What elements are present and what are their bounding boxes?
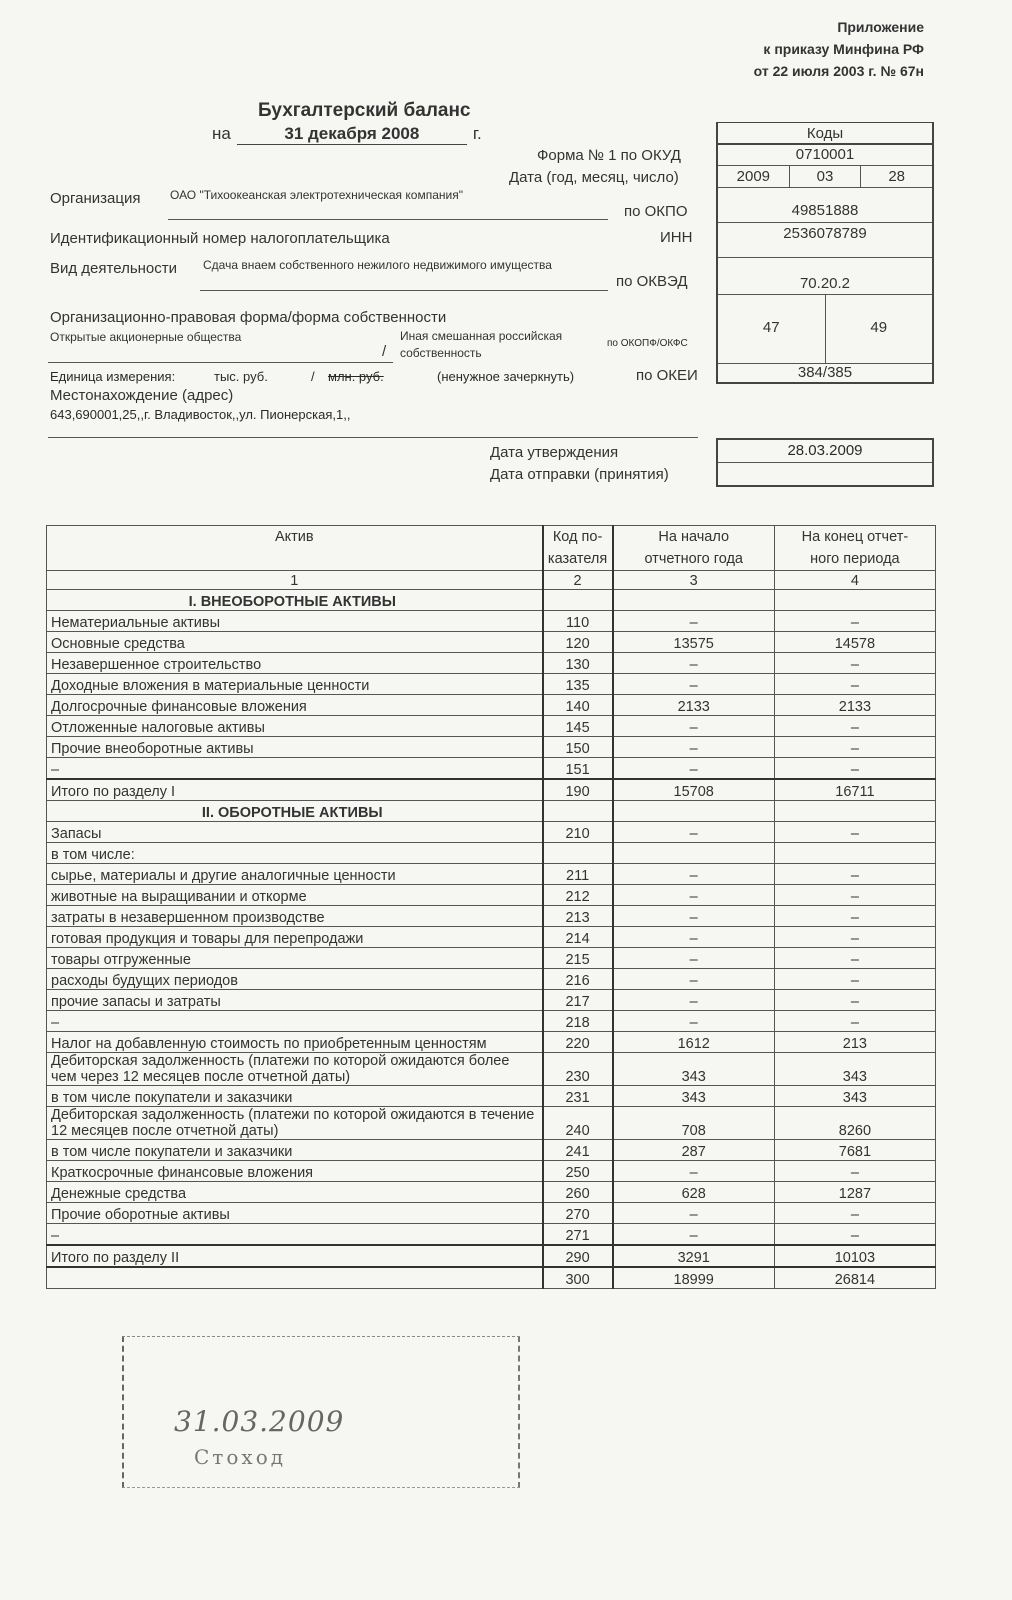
table-header-row (47, 526, 936, 571)
row-code: 216 (543, 969, 613, 990)
row-name: – (47, 758, 543, 780)
okopf-code: 47 (762, 319, 780, 336)
row-start-value: – (613, 653, 775, 674)
table-row (47, 1107, 936, 1140)
okei-code: 384/385 (797, 364, 853, 381)
unit-value: тыс. руб. (214, 369, 268, 384)
annex-line-3: от 22 июля 2003 г. № 67н (753, 63, 924, 79)
column-number: 3 (613, 571, 775, 590)
unit-alt-struck: млн. руб. (328, 369, 384, 384)
row-name: в том числе покупатели и заказчики (47, 1140, 543, 1161)
sending-date-value (718, 462, 932, 485)
row-code: 300 (543, 1267, 613, 1289)
row-end-value: 343 (774, 1053, 935, 1086)
row-code: 241 (543, 1140, 613, 1161)
row-end-value: – (774, 758, 935, 780)
header-end-line2: ного периода (810, 551, 900, 567)
row-end-value: – (774, 1203, 935, 1224)
row-name: Итого по разделу II (47, 1245, 543, 1267)
annex-line-2: к приказу Минфина РФ (763, 41, 924, 57)
code-day: 28 (860, 166, 932, 187)
row-code: 270 (543, 1203, 613, 1224)
report-date: 31 декабря 2008 (237, 124, 467, 145)
header-start (613, 526, 775, 571)
row-name: животные на выращивании и откорме (47, 885, 543, 906)
ownership-value-line2: собственность (400, 346, 482, 360)
row-end-value: 16711 (774, 779, 935, 801)
row-end-value: 1287 (774, 1182, 935, 1203)
row-start-value: 1612 (613, 1032, 775, 1053)
row-name: товары отгруженные (47, 948, 543, 969)
row-name: в том числе: (47, 843, 543, 864)
column-number-row (47, 571, 936, 590)
row-end-value: – (774, 822, 935, 843)
okpo-label: по ОКПО (624, 203, 688, 220)
row-end-value: – (774, 1224, 935, 1246)
row-end-value: – (774, 653, 935, 674)
row-start-value: – (613, 927, 775, 948)
row-start-value: – (613, 822, 775, 843)
okei-label: по ОКЕИ (636, 367, 698, 384)
row-end-value (774, 843, 935, 864)
table-row (47, 1032, 936, 1053)
row-start-value: 343 (613, 1086, 775, 1107)
row-code: 130 (543, 653, 613, 674)
header-asset: Актив (47, 526, 543, 571)
table-row (47, 1140, 936, 1161)
table-row (47, 1086, 936, 1107)
column-number: 1 (47, 571, 543, 590)
row-end-value: – (774, 1011, 935, 1032)
row-end-value (774, 801, 935, 822)
row-start-value: 628 (613, 1182, 775, 1203)
row-code: 220 (543, 1032, 613, 1053)
address-value: 643,690001,25,,г. Владивосток,,ул. Пионерская,1,, (50, 407, 351, 422)
row-name: готовая продукция и товары для перепродажи (47, 927, 543, 948)
row-start-value (613, 590, 775, 611)
row-end-value: 26814 (774, 1267, 935, 1289)
sending-date-label: Дата отправки (принятия) (490, 466, 669, 483)
row-start-value (613, 801, 775, 822)
inn-code: 2536078789 (783, 225, 867, 242)
row-end-value (774, 590, 935, 611)
table-row (47, 843, 936, 864)
codes-box (716, 122, 934, 384)
row-name: Нематериальные активы (47, 611, 543, 632)
row-name: Дебиторская задолженность (платежи по которой ожидаются в течение 12 месяцев после отчетной даты) (47, 1107, 543, 1140)
row-code (543, 843, 613, 864)
header-start-line2: отчетного года (644, 551, 743, 567)
ownership-slash: / (382, 343, 387, 360)
ownership-value-line1: Иная смешанная российская (400, 329, 563, 343)
row-end-value: – (774, 948, 935, 969)
row-end-value: – (774, 885, 935, 906)
row-start-value: – (613, 716, 775, 737)
address-label: Местонахождение (адрес) (50, 387, 234, 404)
row-end-value: 10103 (774, 1245, 935, 1267)
row-start-value: 343 (613, 1053, 775, 1086)
row-end-value: 8260 (774, 1107, 935, 1140)
row-code: 213 (543, 906, 613, 927)
okved-label: по ОКВЭД (616, 273, 688, 290)
row-code: 230 (543, 1053, 613, 1086)
unit-slash: / (311, 369, 315, 384)
row-name: Доходные вложения в материальные ценности (47, 674, 543, 695)
row-end-value: – (774, 611, 935, 632)
table-row (47, 969, 936, 990)
row-name: прочие запасы и затраты (47, 990, 543, 1011)
stamp-signature: Стоход (194, 1445, 287, 1469)
row-code: 145 (543, 716, 613, 737)
row-start-value: – (613, 906, 775, 927)
code-year: 2009 (736, 168, 771, 185)
row-start-value: – (613, 864, 775, 885)
row-code: 260 (543, 1182, 613, 1203)
table-row (47, 758, 936, 780)
row-end-value: 213 (774, 1032, 935, 1053)
row-code: 212 (543, 885, 613, 906)
approval-stamp (122, 1336, 520, 1488)
row-code: 140 (543, 695, 613, 716)
date-suffix: г. (472, 124, 482, 143)
okud-label: Форма № 1 по ОКУД (537, 147, 681, 164)
inn-label-long: Идентификационный номер налогоплательщика (50, 230, 390, 247)
row-name: – (47, 1224, 543, 1246)
row-code: 110 (543, 611, 613, 632)
row-name: Прочие внеоборотные активы (47, 737, 543, 758)
row-start-value: 3291 (613, 1245, 775, 1267)
row-end-value: 7681 (774, 1140, 935, 1161)
row-name (47, 1267, 543, 1289)
table-row (47, 737, 936, 758)
activity-value: Сдача внаем собственного нежилого недвижимого имущества (203, 258, 552, 272)
row-start-value: 2133 (613, 695, 775, 716)
row-code: 211 (543, 864, 613, 885)
row-end-value: 2133 (774, 695, 935, 716)
row-start-value: 15708 (613, 779, 775, 801)
okpo-code: 49851888 (791, 202, 859, 219)
row-code (543, 590, 613, 611)
row-name: расходы будущих периодов (47, 969, 543, 990)
table-row (47, 822, 936, 843)
balance-table (46, 525, 936, 1289)
balance-table-body (47, 590, 936, 1289)
table-row (47, 1053, 936, 1086)
row-start-value: – (613, 885, 775, 906)
row-name: Запасы (47, 822, 543, 843)
header-end (774, 526, 935, 571)
row-start-value: – (613, 737, 775, 758)
table-row (47, 906, 936, 927)
approval-date-value: 28.03.2009 (787, 442, 863, 459)
row-name: Основные средства (47, 632, 543, 653)
column-number: 4 (774, 571, 935, 590)
row-code: 215 (543, 948, 613, 969)
row-name: Налог на добавленную стоимость по приобретенным ценностям (47, 1032, 543, 1053)
okopf-label: по ОКОПФ/ОКФС (607, 338, 688, 349)
row-start-value (613, 843, 775, 864)
row-name: Отложенные налоговые активы (47, 716, 543, 737)
table-row (47, 716, 936, 737)
row-code (543, 801, 613, 822)
codes-header: Коды (806, 125, 844, 142)
report-date-line (212, 124, 482, 145)
date-prefix: на (212, 124, 231, 143)
table-row (47, 674, 936, 695)
organization-label: Организация (50, 190, 141, 207)
row-code: 240 (543, 1107, 613, 1140)
row-name: Денежные средства (47, 1182, 543, 1203)
legal-form-value: Открытые акционерные общества (50, 330, 242, 344)
row-start-value: – (613, 1161, 775, 1182)
row-code: 290 (543, 1245, 613, 1267)
subtotal-row (47, 1245, 936, 1267)
row-start-value: – (613, 990, 775, 1011)
row-end-value: – (774, 906, 935, 927)
header-end-line1: На конец отчет- (801, 529, 909, 545)
row-start-value: – (613, 674, 775, 695)
address-underline (48, 437, 698, 438)
row-start-value: – (613, 948, 775, 969)
row-start-value: 13575 (613, 632, 775, 653)
row-name: Краткосрочные финансовые вложения (47, 1161, 543, 1182)
row-start-value: – (613, 1224, 775, 1246)
header-start-line1: На начало (658, 529, 730, 545)
row-start-value: – (613, 1011, 775, 1032)
row-name: Незавершенное строительство (47, 653, 543, 674)
row-end-value: – (774, 990, 935, 1011)
row-code: 120 (543, 632, 613, 653)
code-month: 03 (789, 166, 861, 187)
table-row (47, 1182, 936, 1203)
table-row (47, 927, 936, 948)
row-code: 214 (543, 927, 613, 948)
row-code: 190 (543, 779, 613, 801)
column-number: 2 (543, 571, 613, 590)
row-start-value: 287 (613, 1140, 775, 1161)
table-row (47, 1224, 936, 1246)
table-row (47, 632, 936, 653)
row-name: сырье, материалы и другие аналогичные ценности (47, 864, 543, 885)
row-code: 218 (543, 1011, 613, 1032)
activity-underline (200, 290, 608, 291)
table-row (47, 1011, 936, 1032)
row-start-value: – (613, 758, 775, 780)
header-code (543, 526, 613, 571)
row-end-value: – (774, 969, 935, 990)
row-code: 271 (543, 1224, 613, 1246)
row-name: в том числе покупатели и заказчики (47, 1086, 543, 1107)
okved-code: 70.20.2 (799, 275, 851, 292)
inn-label: ИНН (660, 229, 693, 246)
row-end-value: 14578 (774, 632, 935, 653)
row-start-value: 708 (613, 1107, 775, 1140)
row-code: 210 (543, 822, 613, 843)
row-code: 231 (543, 1086, 613, 1107)
row-name: затраты в незавершенном производстве (47, 906, 543, 927)
organization-value: ОАО "Тихоокеанская электротехническая компания" (170, 188, 463, 202)
row-code: 151 (543, 758, 613, 780)
date-label: Дата (год, месяц, число) (509, 169, 679, 186)
subtotal-row (47, 779, 936, 801)
section-header-row (47, 590, 936, 611)
row-name: Долгосрочные финансовые вложения (47, 695, 543, 716)
okud-code: 0710001 (795, 146, 855, 163)
table-row (47, 948, 936, 969)
activity-label: Вид деятельности (50, 260, 178, 277)
unit-note: (ненужное зачеркнуть) (437, 369, 575, 384)
row-name: Прочие оборотные активы (47, 1203, 543, 1224)
stamp-handwritten-date: 31.03.2009 (174, 1405, 345, 1438)
row-end-value: 343 (774, 1086, 935, 1107)
row-start-value: – (613, 611, 775, 632)
table-row (47, 611, 936, 632)
table-row (47, 1203, 936, 1224)
row-name: I. ВНЕОБОРОТНЫЕ АКТИВЫ (47, 590, 543, 611)
approval-date-label: Дата утверждения (490, 444, 619, 461)
row-code: 250 (543, 1161, 613, 1182)
row-name: II. ОБОРОТНЫЕ АКТИВЫ (47, 801, 543, 822)
row-end-value: – (774, 674, 935, 695)
table-row (47, 864, 936, 885)
row-name: Дебиторская задолженность (платежи по которой ожидаются более чем через 12 месяцев после отчетной даты) (47, 1053, 543, 1086)
row-end-value: – (774, 737, 935, 758)
annex-line-1: Приложение (837, 19, 924, 35)
row-code: 135 (543, 674, 613, 695)
row-code: 217 (543, 990, 613, 1011)
table-row (47, 653, 936, 674)
table-row (47, 695, 936, 716)
row-end-value: – (774, 927, 935, 948)
header-code-line1: Код по- (552, 529, 603, 545)
row-name: – (47, 1011, 543, 1032)
row-start-value: – (613, 1203, 775, 1224)
table-row (47, 885, 936, 906)
header-code-line2: казателя (547, 551, 608, 567)
legal-form-label: Организационно-правовая форма/форма собственности (50, 309, 447, 326)
approval-box (716, 438, 934, 487)
table-row (47, 990, 936, 1011)
section-header-row (47, 801, 936, 822)
legal-form-underline (48, 362, 393, 363)
row-start-value: – (613, 969, 775, 990)
row-name: Итого по разделу I (47, 779, 543, 801)
balance-total-row (47, 1267, 936, 1289)
row-code: 150 (543, 737, 613, 758)
unit-label: Единица измерения: (50, 369, 176, 384)
document-title: Бухгалтерский баланс (258, 100, 471, 121)
organization-underline (168, 219, 608, 220)
row-start-value: 18999 (613, 1267, 775, 1289)
row-end-value: – (774, 864, 935, 885)
okfs-code: 49 (825, 295, 933, 363)
table-row (47, 1161, 936, 1182)
row-end-value: – (774, 716, 935, 737)
row-end-value: – (774, 1161, 935, 1182)
